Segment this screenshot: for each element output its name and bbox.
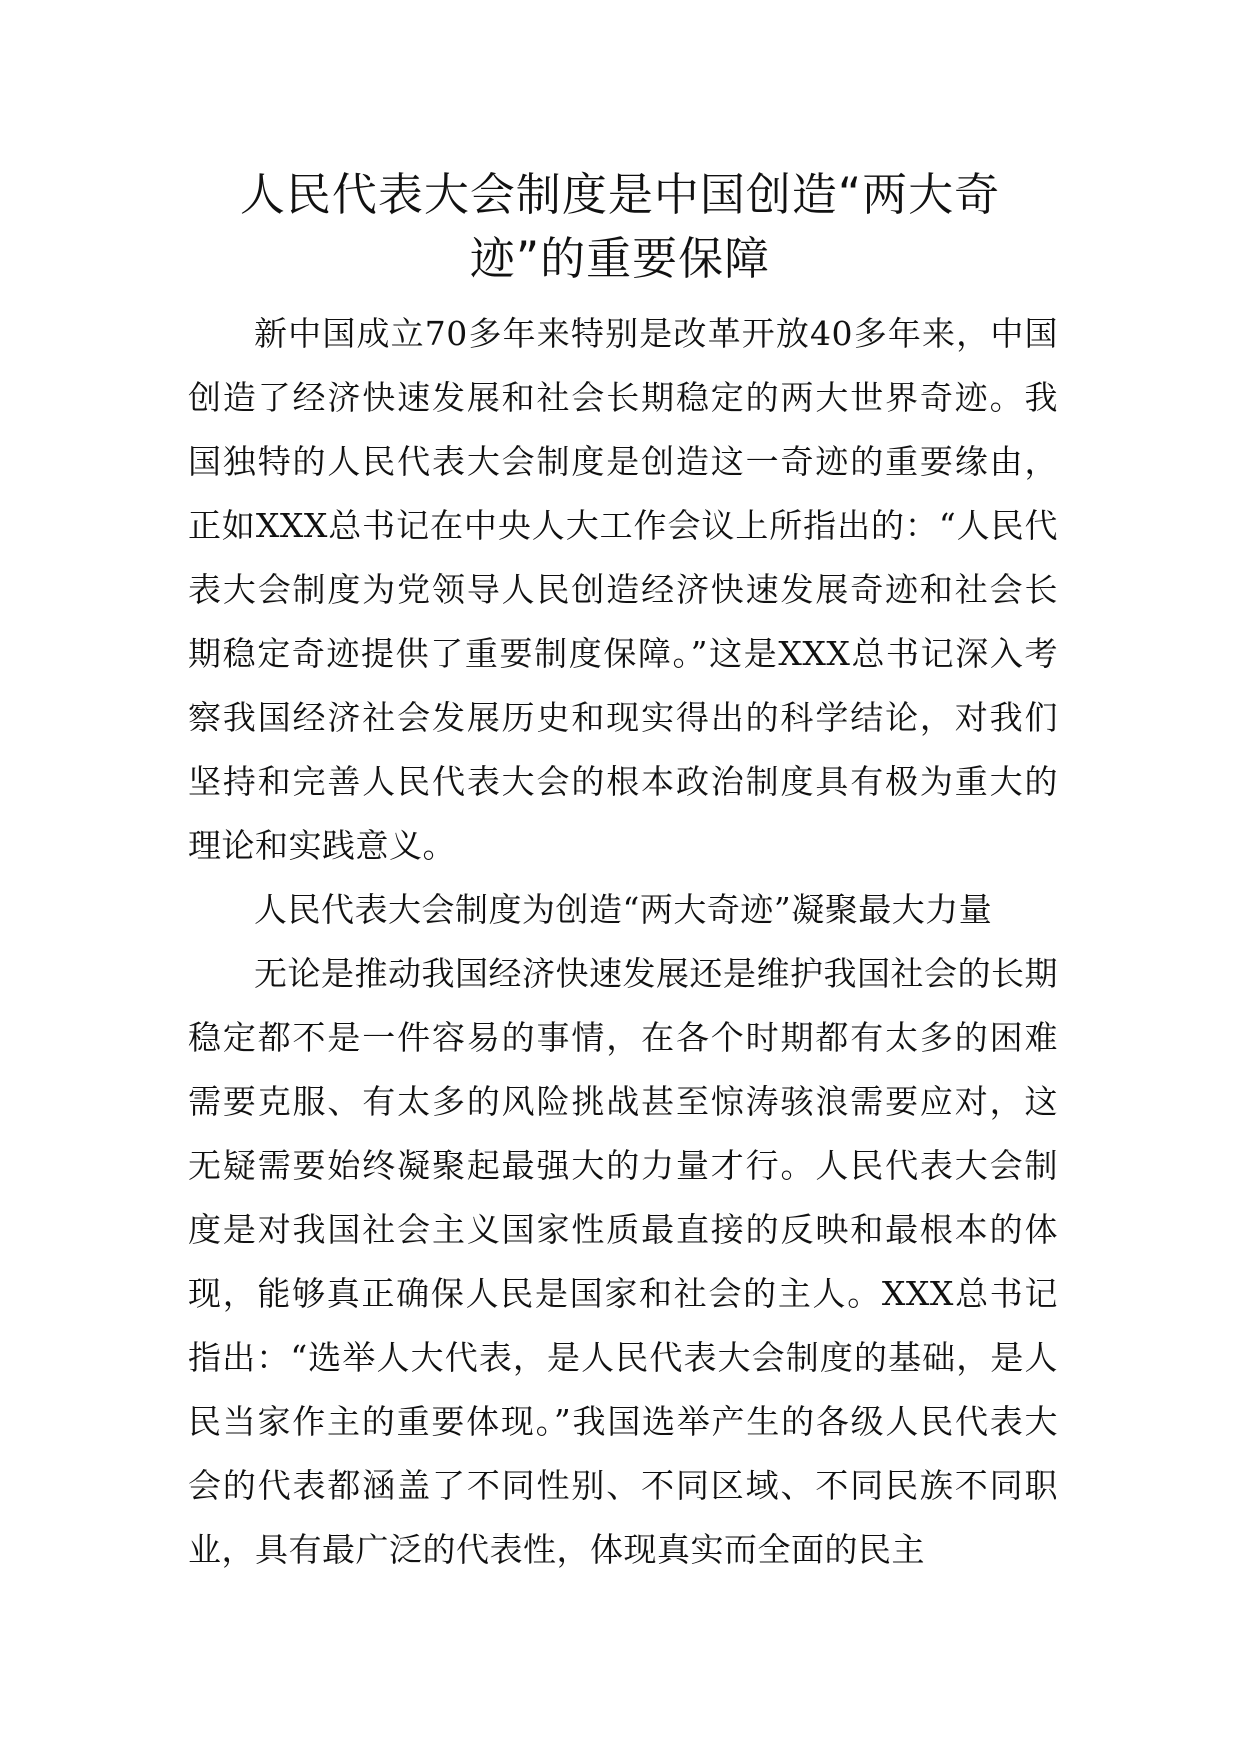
section-subheading: 人民代表大会制度为创造“两大奇迹”凝聚最大力量 <box>254 890 993 929</box>
document-body <box>188 302 1058 1582</box>
paragraph-section-1: 无论是推动我国经济快速发展还是维护我国社会的长期稳定都不是一件容易的事情，在各个时期都有太多的困难需要克服、有太多的风险挑战甚至惊涛骇浪需要应对，这无疑需要始终凝聚起最强大的力量才行。人民代表大会制度是对我国社会主义国家性质最直接的反映和最根本的体现，能够真正确保人民是国家和社会的主人。XXX总书记指出：“选举人大代表，是人民代表大会制度的基础，是人民当家作主的重要体现。”我国选举产生的各级人民代表大会的代表都涵盖了不同性别、不同区域、不同民族不同职业，具有最广泛的代表性，体现真实而全面的民主 <box>188 954 1058 1569</box>
paragraph-intro: 新中国成立70多年来特别是改革开放40多年来，中国创造了经济快速发展和社会长期稳定的两大世界奇迹。我国独特的人民代表大会制度是创造这一奇迹的重要缘由，正如XXX总书记在中央人大工作会议上所指出的：“人民代表大会制度为党领导人民创造经济快速发展奇迹和社会长期稳定奇迹提供了重要制度保障。”这是XXX总书记深入考察我国经济社会发展历史和现实得出的科学结论，对我们坚持和完善人民代表大会的根本政治制度具有极为重大的理论和实践意义。 <box>188 314 1058 865</box>
document-title-line-2: 迹”的重要保障 <box>469 232 771 285</box>
document-title-line-1: 人民代表大会制度是中国创造“两大奇 <box>239 168 1001 221</box>
